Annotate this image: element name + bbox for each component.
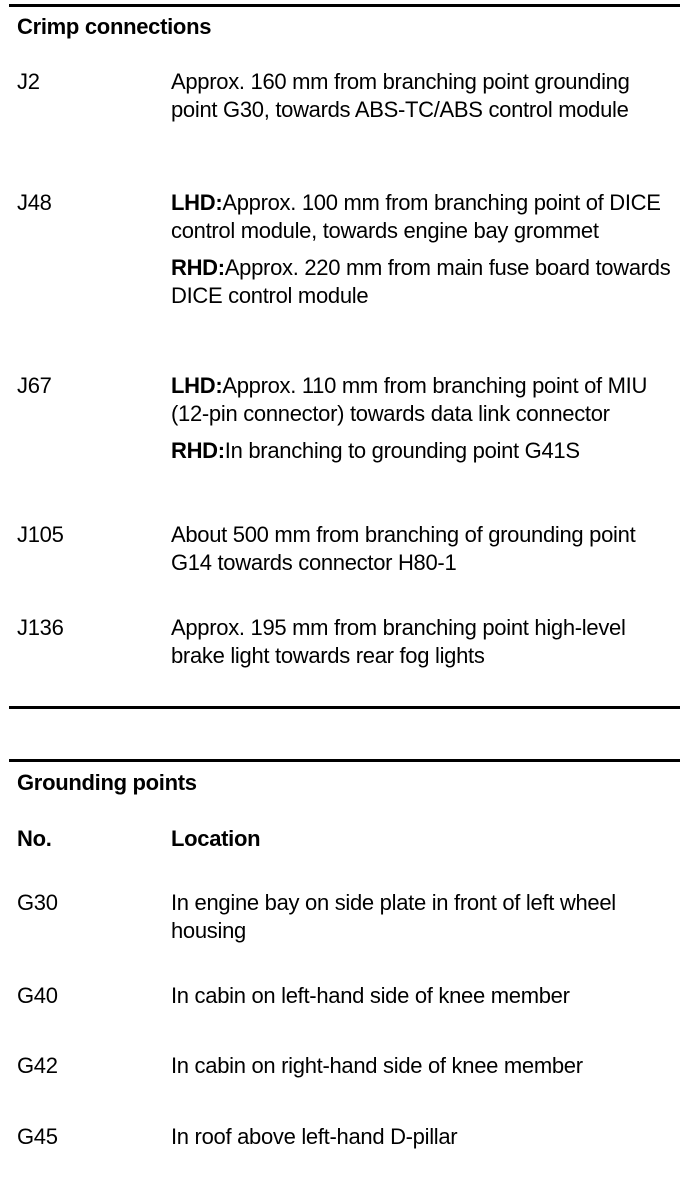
grounding-code: G40 — [17, 983, 58, 1008]
grounding-location: In engine bay on side plate in front of left wheel housing — [171, 890, 616, 943]
crimp-top-rule — [9, 4, 680, 7]
grounding-code: G30 — [17, 890, 58, 915]
grounding-location: In cabin on right-hand side of knee member — [171, 1053, 583, 1078]
crimp-description — [171, 372, 681, 465]
grounding-location: In cabin on left-hand side of knee member — [171, 983, 570, 1008]
column-header-no: No. — [17, 826, 52, 851]
crimp-text: Approx. 195 mm from branching point high-level brake light towards rear fog lights — [171, 615, 626, 668]
crimp-text: Approx. 110 mm from branching point of MIU (12-pin connector) towards data link connector — [171, 373, 648, 426]
crimp-text: Approx. 160 mm from branching point grounding point G30, towards ABS-TC/ABS control module — [171, 69, 630, 122]
crimp-code: J136 — [17, 615, 64, 640]
crimp-bottom-rule — [9, 706, 680, 709]
grounding-location: In roof above left-hand D-pillar — [171, 1124, 458, 1149]
grounding-code: G42 — [17, 1053, 58, 1078]
crimp-code: J48 — [17, 190, 52, 215]
column-header-location: Location — [171, 826, 261, 851]
crimp-code: J67 — [17, 373, 52, 398]
crimp-code: J105 — [17, 522, 64, 547]
crimp-code: J2 — [17, 69, 40, 94]
crimp-text: About 500 mm from branching of grounding point G14 towards connector H80-1 — [171, 522, 636, 575]
crimp-text: Approx. 220 mm from main fuse board towards DICE control module — [171, 255, 671, 308]
crimp-description — [171, 614, 681, 670]
lhd-label: LHD: — [171, 373, 223, 398]
rhd-label: RHD: — [171, 255, 225, 280]
grounding-section-title: Grounding points — [17, 770, 197, 795]
crimp-description — [171, 189, 681, 310]
crimp-description — [171, 521, 681, 577]
lhd-label: LHD: — [171, 190, 223, 215]
crimp-description — [171, 68, 681, 124]
crimp-text: In branching to grounding point G41S — [224, 438, 580, 463]
rhd-label: RHD: — [171, 438, 225, 463]
grounding-top-rule — [9, 759, 680, 762]
crimp-section-title: Crimp connections — [17, 14, 212, 39]
grounding-code: G45 — [17, 1124, 58, 1149]
crimp-text: Approx. 100 mm from branching point of DICE control module, towards engine bay grommet — [171, 190, 661, 243]
